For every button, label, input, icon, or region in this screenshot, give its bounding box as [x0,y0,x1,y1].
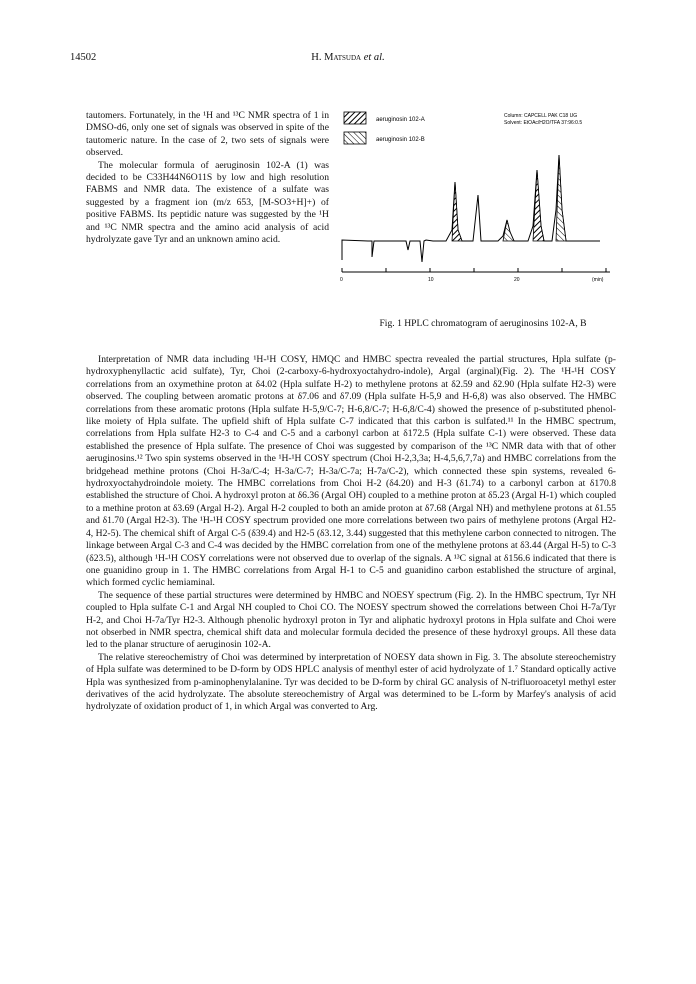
body-paragraph-2: The sequence of these partial structures were determined by HMBC and NOESY spectrum (Fig. 2). In the HMBC spectrum, Tyr NH coupled to Hpla sulfate C-1 and Argal NH coupled to Choi CO. The NOESY spectrum showed the correlations between Choi H-7a/Tyr H-2, and Choi H-7a/Tyr H2-3. Although phenolic hydroxyl proton in Tyr and aliphatic hydroxyl protons in Hpla sulfate and Choi were not obserbed in NMR spectra, chemical shift data and molecular formula decided the presence of these hydroxyl groups. All these data led to the planar structure of aeruginosin 102-A. [86,589,616,651]
left-paragraph-1: tautomers. Fortunately, in the ¹H and ¹³C NMR spectra of 1 in DMSO-d6, only one set of signals was observed in spite of the tautomeric nature. In the case of 2, two sets of signals were observed. [86,110,329,159]
hplc-chromatogram [338,100,628,320]
peak-b-2 [556,155,566,241]
author-prefix: H. [311,52,325,63]
running-header [0,52,696,63]
author-name: Matsuda [324,52,362,63]
hplc-figure [338,100,628,350]
body-paragraph-1: Interpretation of NMR data including ¹H-¹H COSY, HMQC and HMBC spectra revealed the partial structures, Hpla sulfate (p-hydroxyphenyllactic acid sulfate), Tyr, Choi (2-carboxy-6-hydroxyoctahydro-indole), Argal (arginal)(Fig. 2). The ¹H-¹H COSY correlations from an oxymethine proton at δ4.02 (Hpla sulfate H-2) to methylene protons at δ2.59 and δ2.90 (Hpla sulfate H2-3) were observed. The coupling between aromatic protons at δ7.06 and δ7.09 (Hpla sulfate H-5,9 and H-6,8) was also observed. The HMBC correlations from these aromatic protons (Hpla sulfate H-5,9/C-7; H-6,8/C-7; H-6,8/C-4) showed the presence of p-substituted phenol-like moiety of Hpla sulfate. The upfield shift of Hpla sulfate C-7 indicated that this carbon is sulfated.¹¹ In the HMBC spectrum, correlations from Hpla sulfate H2-3 to C-4 and C-5 and a carbonyl carbon at δ172.5 (Hpla sulfate C-1) were observed. These data established the presence of Hpla sulfate. The presence of Choi was suggested by comparison of the ¹³C NMR data with that of other aeruginosins.¹² Two spin systems observed in the ¹H-¹H COSY spectrum (Choi H-2,3,3a; H-4,5,6,7,7a) and HMBC correlations from the bridgehead methine protons (Choi H-3a/C-4; H-3a/C-7; H-3a/C-7a; H-7a/C-2), which connected these spin systems, revealed 6-hydroxyoctahydroindole moiety. The HMBC correlations from Choi H-2 (δ4.20) and H-3 (δ1.74) to a carbonyl carbon at δ170.8 established the structure of Choi. A hydroxyl proton at δ6.36 (Argal OH) coupled to a methine proton at δ5.23 (Argal H-1) which coupled to a methine proton at δ3.69 (Argal H-2). Argal H-2 coupled to both an amide proton at δ7.68 (Argal NH) and methylene protons at δ1.55 and δ1.70 (Argal H2-3). The ¹H-¹H COSY spectrum provided one more correlations between two pairs of methylene protons (Argal H2-4, H2-5). The chemical shift of Argal C-5 (δ39.4) and H2-5 (δ3.12, 3.44) suggested that this methylene carbon connected to nitrogen. The linkage between Argal C-3 and C-4 was decided by the HMBC correlation from one of the methylene protons at δ3.44 (Argal H-5) to C-3 (δ23.5), although ¹H-¹H COSY correlations were not observed due to overlap of the signals. A ¹³C signal at δ156.6 indicated that there is one guanidino group in 1. The HMBC correlations from Argal H-1 to C-5 and guanidino carbon established the structure of arginal, which formed cyclic hemiaminal. [86,354,616,589]
body-paragraph-3: The relative stereochemistry of Choi was determined by interpretation of NOESY data shown in Fig. 3. The absolute stereochemistry of Hpla sulfate was determined to be D-form by ODS HPLC analysis of menthyl ester of acid hydrolyzate of 1.⁷ Standard optically active Hpla was synthesized from p-aminophenylalanine. Tyr was decided to be D-form by chiral GC analysis of N-trifluoroacetyl methyl ester derivatives of the acid hydrolyzate. The absolute stereochemistry of Argal was determined to be L-form by Marfey's analysis of acid hydrolyzate of oxidation product of 1, in which Argal was converted to Arg. [86,651,616,713]
legend-b-label: aeruginosin 102-B [376,137,425,143]
figure-caption: Fig. 1 HPLC chromatogram of aeruginosins 102-A, B [379,318,587,329]
legend-b-swatch [344,132,366,144]
body-text [86,354,616,714]
peak-b-1 [503,220,514,241]
tick-label-0: 0 [340,277,343,283]
tick-label-10: 10 [428,277,434,283]
tick-label-20: 20 [514,277,520,283]
page-number: 14502 [70,52,97,63]
time-unit: (min) [592,277,604,283]
peak-a-1 [452,182,462,241]
left-column [86,110,329,246]
solvent-info: Solvent: EtOAc/H2O/TFA 37:96:0.5 [504,120,583,126]
column-info: Column: CAPCELL PAK C18 UG [504,113,578,119]
legend-a-label: aeruginosin 102-A [376,117,425,123]
left-paragraph-2: The molecular formula of aeruginosin 102-A (1) was decided to be C33H44N6O11S by low and high resolution FABMS and NMR data. The existence of a sulfate was suggested by a fragment ion (m/z 653, [M-SO3+H]+) of positive FABMS. Its peptidic nature was suggested by the ¹H and ¹³C NMR spectra and the amino acid analysis of acid hydrolyzate gave Tyr and an unknown amino acid. [86,159,329,246]
author-suffix: et al. [361,52,385,63]
legend-a-swatch [344,112,366,124]
